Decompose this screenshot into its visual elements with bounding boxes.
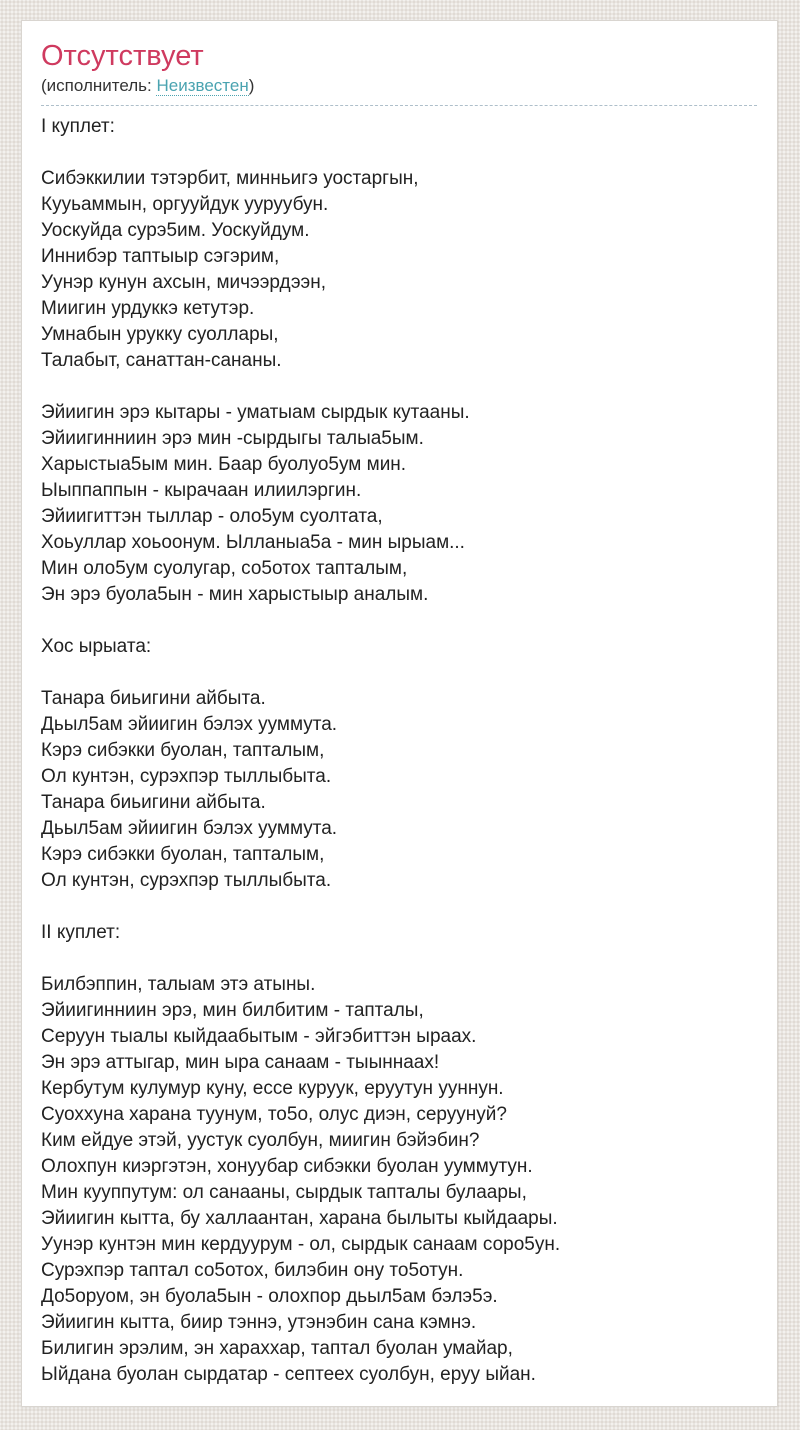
- lyrics-line: Кууьаммын, оргууйдук ууруубун.: [41, 194, 329, 215]
- lyrics-line: [41, 374, 757, 400]
- lyrics-line: Эн эрэ буола5ын - мин харыстыыр аналым.: [41, 584, 429, 605]
- lyrics-line: [41, 946, 757, 972]
- lyrics-line: Билбэппин, талыам этэ атыны.: [41, 974, 316, 995]
- lyrics-line: [41, 894, 757, 920]
- lyrics-line: [41, 140, 757, 166]
- lyrics-line: Харыстыа5ым мин. Баар буолуо5ум мин.: [41, 454, 407, 475]
- lyrics-line: Суоххуна харана туунум, то5о, олус диэн, серуунуй?: [41, 1104, 507, 1125]
- lyrics-line: Эйиигинниин эрэ мин -сырдыгы талыа5ым.: [41, 428, 424, 449]
- lyrics-line: Танара биьигини айбыта.: [41, 792, 266, 813]
- lyrics-line: Кербутум кулумур куну, ессе куруук, еруутун ууннун.: [41, 1078, 504, 1099]
- lyrics-line: Кэрэ сибэкки буолан, тапталым,: [41, 740, 325, 761]
- lyrics-line: Сибэккилии тэтэрбит, минньигэ уостаргын,: [41, 168, 419, 189]
- lyrics-line: Эн эрэ аттыгар, мин ыра санаам - тыыннаах!: [41, 1052, 440, 1073]
- content-card: [21, 20, 778, 1407]
- lyrics-line: Танара биьигини айбыта.: [41, 688, 266, 709]
- lyrics-line: Мин оло5ум суолугар, со5отох тапталым,: [41, 558, 408, 579]
- lyrics-line: Дьыл5ам эйиигин бэлэх ууммута.: [41, 714, 338, 735]
- lyrics-line: Ыыппаппын - кырачаан илиилэргин.: [41, 480, 362, 501]
- artist-suffix: ): [248, 76, 255, 95]
- lyrics-line: Талабыт, санаттан-сананы.: [41, 350, 282, 371]
- lyrics-line: Серуун тыалы кыйдаабытым - эйгэбиттэн ыраах.: [41, 1026, 477, 1047]
- lyrics-line: Ким ейдуе этэй, уустук суолбун, миигин бэйэбин?: [41, 1130, 480, 1151]
- song-title: Отсутствует: [41, 40, 204, 72]
- lyrics-line: II куплет:: [41, 922, 121, 943]
- lyrics-line: Уунэр кунтэн мин кердуурум - ол, сырдык санаам соро5ун.: [41, 1234, 561, 1255]
- lyrics-line: Эйиигиттэн тыллар - оло5ум суолтата,: [41, 506, 383, 527]
- lyrics-text: [41, 114, 757, 1388]
- lyrics-line: Ол кунтэн, сурэхпэр тыллыбыта.: [41, 870, 332, 891]
- lyrics-line: Хос ырыата:: [41, 636, 152, 657]
- lyrics-line: Эйиигин эрэ кытары - уматыам сырдык кутааны.: [41, 402, 470, 423]
- lyrics-line: Эйиигинниин эрэ, мин билбитим - тапталы,: [41, 1000, 424, 1021]
- lyrics-line: Сурэхпэр таптал со5отох, билэбин ону то5отун.: [41, 1260, 464, 1281]
- lyrics-line: Умнабын урукку суоллары,: [41, 324, 279, 345]
- lyrics-line: Иннибэр таптыыр сэгэрим,: [41, 246, 280, 267]
- lyrics-line: Ол кунтэн, сурэхпэр тыллыбыта.: [41, 766, 332, 787]
- lyrics-line: Мин кууппутум: ол санааны, сырдык тапталы булаары,: [41, 1182, 527, 1203]
- lyrics-line: Уоскуйда сурэ5им. Уоскуйдум.: [41, 220, 310, 241]
- lyrics-line: Эйиигин кытта, бу халлаантан, харана былыты кыйдаары.: [41, 1208, 558, 1229]
- lyrics-line: Миигин урдуккэ кетутэр.: [41, 298, 255, 319]
- lyrics-line: [41, 660, 757, 686]
- lyrics-line: Ыйдана буолан сырдатар - септеех суолбун, еруу ыйан.: [41, 1364, 536, 1385]
- lyrics-line: Эйиигин кытта, биир тэннэ, утэнэбин сана кэмнэ.: [41, 1312, 477, 1333]
- lyrics-line: I куплет:: [41, 116, 115, 137]
- lyrics-line: Кэрэ сибэкки буолан, тапталым,: [41, 844, 325, 865]
- artist-label: (исполнитель:: [41, 76, 152, 95]
- lyrics-line: До5оруом, эн буола5ын - олохпор дьыл5ам бэлэ5э.: [41, 1286, 498, 1307]
- artist-link[interactable]: Неизвестен: [156, 76, 249, 95]
- lyrics-line: Олохпун киэргэтэн, хонуубар сибэкки буолан ууммутун.: [41, 1156, 533, 1177]
- lyrics-line: [41, 608, 757, 634]
- lyrics-line: Хоьуллар хоьоонум. Ылланыа5а - мин ырыам...: [41, 532, 465, 553]
- lyrics-line: Билигин эрэлим, эн хараххар, таптал буолан умайар,: [41, 1338, 513, 1359]
- artist-line: [41, 76, 757, 106]
- lyrics-line: Дьыл5ам эйиигин бэлэх ууммута.: [41, 818, 338, 839]
- lyrics-line: Уунэр кунун ахсын, мичээрдээн,: [41, 272, 327, 293]
